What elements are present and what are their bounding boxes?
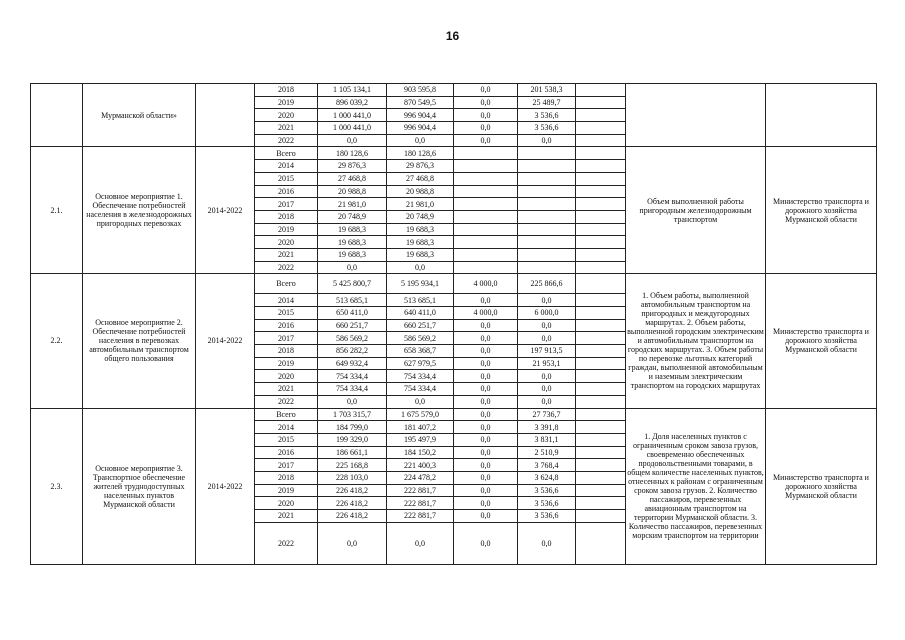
amount-cell: 0,0 xyxy=(454,370,518,383)
amount-cell: 0,0 xyxy=(387,261,454,274)
amount-cell: 586 569,2 xyxy=(387,332,454,345)
amount-cell: 195 497,9 xyxy=(387,433,454,446)
amount-cell: 201 538,3 xyxy=(518,84,576,97)
amount-cell xyxy=(518,198,576,211)
year-cell: 2017 xyxy=(255,332,318,345)
empty-cell xyxy=(576,294,626,307)
amount-cell xyxy=(518,172,576,185)
amount-cell xyxy=(518,147,576,160)
amount-cell: 0,0 xyxy=(454,134,518,147)
amount-cell: 0,0 xyxy=(518,383,576,396)
empty-cell xyxy=(576,446,626,459)
amount-cell xyxy=(518,185,576,198)
amount-cell: 996 904,4 xyxy=(387,109,454,122)
amount-cell: 0,0 xyxy=(454,446,518,459)
amount-cell xyxy=(454,236,518,249)
amount-cell: 197 913,5 xyxy=(518,345,576,358)
empty-cell xyxy=(576,510,626,523)
year-cell: Всего xyxy=(255,274,318,294)
empty-cell xyxy=(576,370,626,383)
amount-cell: 0,0 xyxy=(454,433,518,446)
amount-cell: 0,0 xyxy=(454,294,518,307)
amount-cell xyxy=(454,160,518,173)
empty-cell xyxy=(576,122,626,135)
amount-cell: 186 661,1 xyxy=(318,446,387,459)
amount-cell: 1 703 315,7 xyxy=(318,408,387,421)
year-cell: 2018 xyxy=(255,345,318,358)
executor-cell xyxy=(766,84,877,147)
indicator-cell xyxy=(626,84,766,147)
amount-cell: 21 953,1 xyxy=(518,357,576,370)
amount-cell: 1 000 441,0 xyxy=(318,122,387,135)
measure-name: Мурманской области» xyxy=(83,84,196,147)
amount-cell: 19 688,3 xyxy=(318,248,387,261)
year-cell: Всего xyxy=(255,147,318,160)
amount-cell xyxy=(454,172,518,185)
table-row xyxy=(31,408,877,421)
section-number: 2.2. xyxy=(31,274,83,408)
amount-cell: 1 000 441,0 xyxy=(318,109,387,122)
amount-cell: 0,0 xyxy=(318,261,387,274)
empty-cell xyxy=(576,459,626,472)
budget-table xyxy=(30,83,877,565)
amount-cell: 660 251,7 xyxy=(318,319,387,332)
amount-cell: 222 881,7 xyxy=(387,484,454,497)
empty-cell xyxy=(576,497,626,510)
table-body xyxy=(31,84,877,565)
amount-cell: 184 150,2 xyxy=(387,446,454,459)
empty-cell xyxy=(576,408,626,421)
year-cell: 2022 xyxy=(255,134,318,147)
amount-cell: 228 103,0 xyxy=(318,471,387,484)
amount-cell: 0,0 xyxy=(454,522,518,564)
table-row xyxy=(31,84,877,97)
section-number: 2.3. xyxy=(31,408,83,564)
empty-cell xyxy=(576,147,626,160)
amount-cell: 27 468,8 xyxy=(318,172,387,185)
amount-cell: 0,0 xyxy=(454,383,518,396)
amount-cell: 0,0 xyxy=(518,522,576,564)
amount-cell: 896 039,2 xyxy=(318,96,387,109)
year-cell: 2018 xyxy=(255,210,318,223)
indicator-cell: 1. Объем работы, выполненной автомобильным транспортом на пригородных и междугородных маршрутах. 2. Объем работы, выполненной городским электрическим и автомобильным транспортом на городских маршрутах. 3. Объем работы по перевозке льготных категорий граждан, выполненной автомобильным и наземным электрическим транспортом на городских маршрутах xyxy=(626,274,766,408)
amount-cell: 0,0 xyxy=(454,471,518,484)
amount-cell xyxy=(454,261,518,274)
amount-cell xyxy=(518,248,576,261)
amount-cell: 513 685,1 xyxy=(318,294,387,307)
amount-cell: 4 000,0 xyxy=(454,307,518,320)
amount-cell: 0,0 xyxy=(454,332,518,345)
period-cell xyxy=(196,84,255,147)
empty-cell xyxy=(576,172,626,185)
year-cell: 2018 xyxy=(255,84,318,97)
empty-cell xyxy=(576,223,626,236)
empty-cell xyxy=(576,248,626,261)
amount-cell: 0,0 xyxy=(454,345,518,358)
amount-cell: 660 251,7 xyxy=(387,319,454,332)
year-cell: 2020 xyxy=(255,370,318,383)
year-cell: 2019 xyxy=(255,357,318,370)
amount-cell: 181 407,2 xyxy=(387,421,454,434)
year-cell: 2020 xyxy=(255,497,318,510)
year-cell: 2014 xyxy=(255,160,318,173)
year-cell: 2019 xyxy=(255,96,318,109)
amount-cell: 658 368,7 xyxy=(387,345,454,358)
period-cell: 2014-2022 xyxy=(196,147,255,274)
amount-cell: 25 489,7 xyxy=(518,96,576,109)
year-cell: 2022 xyxy=(255,395,318,408)
year-cell: 2017 xyxy=(255,198,318,211)
amount-cell: 0,0 xyxy=(454,484,518,497)
amount-cell: 20 748,9 xyxy=(387,210,454,223)
amount-cell: 0,0 xyxy=(454,459,518,472)
amount-cell: 0,0 xyxy=(454,510,518,523)
amount-cell: 20 988,8 xyxy=(318,185,387,198)
amount-cell: 226 418,2 xyxy=(318,484,387,497)
amount-cell: 180 128,6 xyxy=(387,147,454,160)
amount-cell: 754 334,4 xyxy=(387,383,454,396)
table-row xyxy=(31,274,877,294)
empty-cell xyxy=(576,319,626,332)
executor-cell: Министерство транспорта и дорожного хозяйства Мурманской области xyxy=(766,408,877,564)
amount-cell: 1 675 579,0 xyxy=(387,408,454,421)
amount-cell: 0,0 xyxy=(454,319,518,332)
section-number: 2.1. xyxy=(31,147,83,274)
amount-cell: 0,0 xyxy=(318,134,387,147)
amount-cell: 0,0 xyxy=(454,109,518,122)
amount-cell: 19 688,3 xyxy=(318,223,387,236)
amount-cell xyxy=(454,185,518,198)
amount-cell xyxy=(454,210,518,223)
indicator-cell: Объем выполненной работы пригородным железнодорожным транспортом xyxy=(626,147,766,274)
amount-cell: 627 979,5 xyxy=(387,357,454,370)
amount-cell: 4 000,0 xyxy=(454,274,518,294)
empty-cell xyxy=(576,96,626,109)
year-cell: 2016 xyxy=(255,185,318,198)
year-cell: 2020 xyxy=(255,109,318,122)
year-cell: 2022 xyxy=(255,522,318,564)
amount-cell: 0,0 xyxy=(518,294,576,307)
empty-cell xyxy=(576,332,626,345)
amount-cell: 649 932,4 xyxy=(318,357,387,370)
year-cell: 2018 xyxy=(255,471,318,484)
empty-cell xyxy=(576,383,626,396)
amount-cell: 27 736,7 xyxy=(518,408,576,421)
amount-cell xyxy=(518,210,576,223)
amount-cell xyxy=(454,198,518,211)
amount-cell xyxy=(454,147,518,160)
amount-cell: 0,0 xyxy=(318,522,387,564)
amount-cell: 19 688,3 xyxy=(387,223,454,236)
empty-cell xyxy=(576,134,626,147)
year-cell: 2020 xyxy=(255,236,318,249)
amount-cell: 0,0 xyxy=(518,332,576,345)
table-row xyxy=(31,147,877,160)
period-cell: 2014-2022 xyxy=(196,408,255,564)
amount-cell: 3 536,6 xyxy=(518,109,576,122)
amount-cell: 224 478,2 xyxy=(387,471,454,484)
amount-cell: 754 334,4 xyxy=(387,370,454,383)
amount-cell: 3 624,8 xyxy=(518,471,576,484)
indicator-cell: 1. Доля населенных пунктов с ограниченным сроком завоза грузов, своевременно обеспеченных продовольственными товарами, в общем количестве населенных пунктов, отнесенных к районам с ограниченным сроком завоза грузов. 2. Количество пассажиров, перевезенных авиационным транспортом на территории Мурманской области. 3. Количество пассажиров, перевезенных морским транспортом на территории xyxy=(626,408,766,564)
measure-name: Основное мероприятие 1. Обеспечение потребностей населения в железнодорожных пригородных перевозках xyxy=(83,147,196,274)
year-cell: 2021 xyxy=(255,383,318,396)
empty-cell xyxy=(576,261,626,274)
amount-cell: 21 981,0 xyxy=(318,198,387,211)
empty-cell xyxy=(576,433,626,446)
amount-cell: 3 831,1 xyxy=(518,433,576,446)
amount-cell: 650 411,0 xyxy=(318,307,387,320)
empty-cell xyxy=(576,274,626,294)
amount-cell: 222 881,7 xyxy=(387,510,454,523)
amount-cell: 226 418,2 xyxy=(318,497,387,510)
amount-cell xyxy=(518,160,576,173)
year-cell: 2021 xyxy=(255,510,318,523)
amount-cell: 3 768,4 xyxy=(518,459,576,472)
amount-cell: 180 128,6 xyxy=(318,147,387,160)
amount-cell: 221 400,3 xyxy=(387,459,454,472)
year-cell: 2015 xyxy=(255,307,318,320)
amount-cell: 27 468,8 xyxy=(387,172,454,185)
amount-cell: 184 799,0 xyxy=(318,421,387,434)
amount-cell: 0,0 xyxy=(454,84,518,97)
amount-cell: 856 282,2 xyxy=(318,345,387,358)
year-cell: 2014 xyxy=(255,421,318,434)
year-cell: 2021 xyxy=(255,248,318,261)
year-cell: 2015 xyxy=(255,172,318,185)
amount-cell: 20 988,8 xyxy=(387,185,454,198)
amount-cell: 19 688,3 xyxy=(387,248,454,261)
amount-cell: 0,0 xyxy=(387,134,454,147)
amount-cell: 0,0 xyxy=(518,395,576,408)
empty-cell xyxy=(576,109,626,122)
year-cell: 2016 xyxy=(255,446,318,459)
amount-cell: 1 105 134,1 xyxy=(318,84,387,97)
amount-cell: 0,0 xyxy=(518,319,576,332)
executor-cell: Министерство транспорта и дорожного хозяйства Мурманской области xyxy=(766,147,877,274)
amount-cell: 3 536,6 xyxy=(518,510,576,523)
amount-cell xyxy=(518,261,576,274)
year-cell: 2014 xyxy=(255,294,318,307)
amount-cell: 5 425 800,7 xyxy=(318,274,387,294)
amount-cell: 3 536,6 xyxy=(518,497,576,510)
amount-cell: 754 334,4 xyxy=(318,370,387,383)
empty-cell xyxy=(576,210,626,223)
empty-cell xyxy=(576,307,626,320)
amount-cell: 0,0 xyxy=(454,96,518,109)
empty-cell xyxy=(576,522,626,564)
amount-cell: 0,0 xyxy=(387,522,454,564)
empty-cell xyxy=(576,185,626,198)
amount-cell: 586 569,2 xyxy=(318,332,387,345)
empty-cell xyxy=(576,84,626,97)
amount-cell: 0,0 xyxy=(518,134,576,147)
empty-cell xyxy=(576,345,626,358)
amount-cell: 29 876,3 xyxy=(318,160,387,173)
amount-cell: 0,0 xyxy=(454,357,518,370)
row-number-cell xyxy=(31,84,83,147)
amount-cell: 0,0 xyxy=(454,395,518,408)
amount-cell: 3 536,6 xyxy=(518,122,576,135)
amount-cell: 5 195 934,1 xyxy=(387,274,454,294)
amount-cell: 0,0 xyxy=(454,122,518,135)
amount-cell: 29 876,3 xyxy=(387,160,454,173)
year-cell: 2021 xyxy=(255,122,318,135)
amount-cell: 0,0 xyxy=(454,421,518,434)
empty-cell xyxy=(576,471,626,484)
amount-cell: 225 168,8 xyxy=(318,459,387,472)
page-number: 16 xyxy=(445,29,460,43)
period-cell: 2014-2022 xyxy=(196,274,255,408)
amount-cell: 0,0 xyxy=(518,370,576,383)
amount-cell: 225 866,6 xyxy=(518,274,576,294)
amount-cell: 21 981,0 xyxy=(387,198,454,211)
measure-name: Основное мероприятие 3. Транспортное обеспечение жителей труднодоступных населенных пунктов Мурманской области xyxy=(83,408,196,564)
amount-cell: 3 536,6 xyxy=(518,484,576,497)
year-cell: Всего xyxy=(255,408,318,421)
amount-cell: 870 549,5 xyxy=(387,96,454,109)
amount-cell: 0,0 xyxy=(454,408,518,421)
amount-cell: 996 904,4 xyxy=(387,122,454,135)
amount-cell: 0,0 xyxy=(387,395,454,408)
empty-cell xyxy=(576,421,626,434)
amount-cell xyxy=(518,223,576,236)
amount-cell xyxy=(518,236,576,249)
amount-cell: 513 685,1 xyxy=(387,294,454,307)
empty-cell xyxy=(576,395,626,408)
empty-cell xyxy=(576,160,626,173)
amount-cell: 222 881,7 xyxy=(387,497,454,510)
amount-cell: 19 688,3 xyxy=(387,236,454,249)
amount-cell: 199 329,0 xyxy=(318,433,387,446)
amount-cell: 3 391,8 xyxy=(518,421,576,434)
year-cell: 2015 xyxy=(255,433,318,446)
amount-cell: 0,0 xyxy=(454,497,518,510)
year-cell: 2019 xyxy=(255,223,318,236)
amount-cell xyxy=(454,223,518,236)
empty-cell xyxy=(576,484,626,497)
amount-cell: 226 418,2 xyxy=(318,510,387,523)
executor-cell: Министерство транспорта и дорожного хозяйства Мурманской области xyxy=(766,274,877,408)
amount-cell: 903 595,8 xyxy=(387,84,454,97)
amount-cell: 0,0 xyxy=(318,395,387,408)
year-cell: 2019 xyxy=(255,484,318,497)
amount-cell: 2 510,9 xyxy=(518,446,576,459)
year-cell: 2016 xyxy=(255,319,318,332)
empty-cell xyxy=(576,357,626,370)
empty-cell xyxy=(576,198,626,211)
amount-cell: 19 688,3 xyxy=(318,236,387,249)
empty-cell xyxy=(576,236,626,249)
amount-cell: 754 334,4 xyxy=(318,383,387,396)
amount-cell xyxy=(454,248,518,261)
year-cell: 2017 xyxy=(255,459,318,472)
measure-name: Основное мероприятие 2. Обеспечение потребностей населения в перевозках автомобильным транспортом общего пользования xyxy=(83,274,196,408)
amount-cell: 640 411,0 xyxy=(387,307,454,320)
year-cell: 2022 xyxy=(255,261,318,274)
amount-cell: 20 748,9 xyxy=(318,210,387,223)
amount-cell: 6 000,0 xyxy=(518,307,576,320)
